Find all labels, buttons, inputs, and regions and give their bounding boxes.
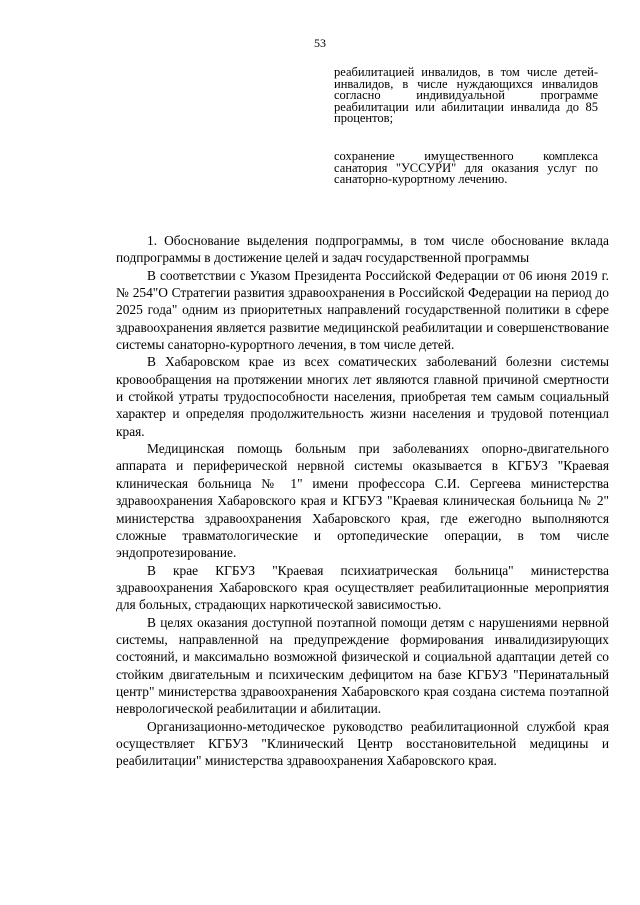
top-block-text: реабилитацией инвалидов, в том числе детей-инвалидов, в числе нуждающихся инвалидов согласно индивидуальной программе реабилитации или абилитации инвалида до 85 процентов;: [334, 65, 598, 126]
page-number: 53: [314, 36, 326, 50]
top-block-item-1: [334, 67, 598, 125]
paragraph: В крае КГБУЗ "Краевая психиатрическая больница" министерства здравоохранения Хабаровского края осуществляет реабилитационные мероприятия для больных, страдающих наркотической зависимостью.: [116, 562, 609, 613]
paragraph: Организационно-методическое руководство реабилитационной службой края осуществляет КГБУЗ "Клинический Центр восстановительной медицины и реабилитации" министерства здравоохранения Хабаровского края.: [116, 718, 609, 769]
top-block-text: сохранение имущественного комплекса санатория "УССУРИ" для оказания услуг по санаторно-курортному лечению.: [334, 149, 598, 187]
paragraph: В целях оказания доступной поэтапной помощи детям с нарушениями нервной системы, направленной на предупреждение формирования инвалидизирующих состояний, и максимально возможной физической и социальной адаптации детей со стойким двигательным и психическим дефицитом на базе КГБУЗ "Перинатальный центр" министерства здравоохранения Хабаровского края создана система поэтапной неврологической реабилитации и абилитации.: [116, 614, 609, 717]
paragraph: В Хабаровском крае из всех соматических заболеваний болезни системы кровообращения на протяжении многих лет являются главной причиной смертности и стойкой утраты трудоспособности населения, приобретая тем самым социальный характер и определяя продолжительность жизни населения и трудовой потенциал края.: [116, 354, 609, 439]
paragraph: В соответствии с Указом Президента Российской Федерации от 06 июня 2019 г. № 254"О Стратегии развития здравоохранения в Российской Федерации на период до 2025 года" одним из приоритетных направлений государственной политики в сфере здравоохранения является развитие медицинской реабилитации и совершенствование системы санаторно-курортного лечения, в том числе детей.: [116, 267, 609, 353]
top-block-item-2: [334, 151, 598, 186]
main-text: [116, 232, 609, 770]
paragraph: Медицинская помощь больным при заболеваниях опорно-двигательного аппарата и периферической нервной системы оказывается в КГБУЗ "Краевая клиническая больница № 1" имени профессора С.И. Сергеева министерства здравоохранения Хабаровского края и КГБУЗ "Краевая клиническая больница № 2" министерства здравоохранения Хабаровского края, где ежегодно выполняются сложные травматологические и ортопедические операции, в том числе эндопротезирование.: [116, 441, 609, 561]
section-heading: 1. Обоснование выделения подпрограммы, в том числе обоснование вклада подпрограммы в достижение целей и задач государственной программы: [116, 233, 609, 266]
